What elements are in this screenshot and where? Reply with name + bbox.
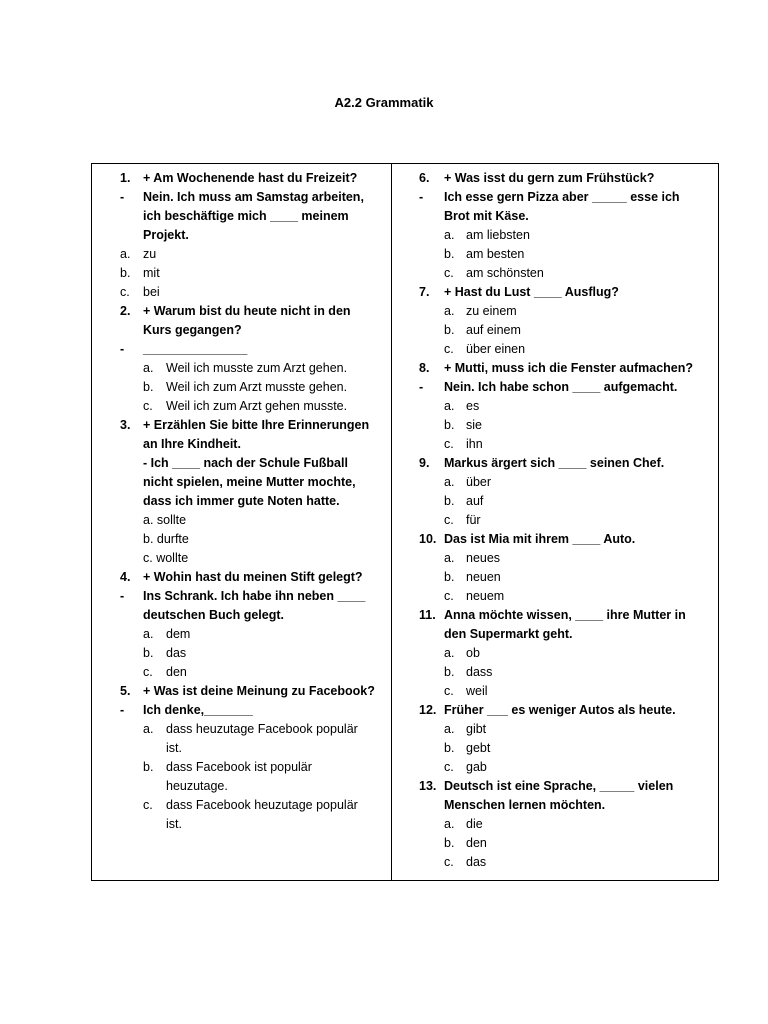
line-text: Weil ich musste zum Arzt gehen. [166, 361, 348, 375]
line-marker: c. [444, 855, 454, 869]
line-marker: - [419, 190, 424, 204]
line-text: an Ihre Kindheit. [143, 437, 241, 451]
line-text: - Ich ____ nach der Schule Fußball [143, 456, 348, 470]
line-text: neues [466, 551, 501, 565]
line-marker: - [120, 703, 125, 717]
line-text: dass ich immer gute Noten hatte. [143, 494, 340, 508]
line-text: + Was isst du gern zum Frühstück? [444, 171, 655, 185]
line-marker: 2. [120, 304, 131, 318]
line-text: + Warum bist du heute nicht in den [143, 304, 351, 318]
line-marker: b. [143, 380, 154, 394]
line-marker: c. [444, 589, 454, 603]
line-text: dass Facebook ist populär [166, 760, 312, 774]
line-text: Früher ___ es weniger Autos als heute. [444, 703, 676, 717]
line-text: über einen [466, 342, 526, 356]
line-text: Das ist Mia mit ihrem ____ Auto. [444, 532, 636, 546]
line-text: Kurs gegangen? [143, 323, 242, 337]
line-text: Nein. Ich muss am Samstag arbeiten, [143, 190, 364, 204]
line-marker: a. [120, 247, 131, 261]
line-text: dass [466, 665, 493, 679]
line-text: auf einem [466, 323, 521, 337]
line-marker: a. [444, 551, 455, 565]
line-marker: b. [444, 247, 455, 261]
line-marker: a. [444, 399, 455, 413]
line-marker: 3. [120, 418, 131, 432]
line-marker: a. [444, 817, 455, 831]
line-text: gebt [466, 741, 491, 755]
line-marker: b. [444, 665, 455, 679]
line-text: neuen [466, 570, 501, 584]
line-marker: - [120, 190, 125, 204]
line-text: ist. [166, 741, 182, 755]
exercise-table [91, 163, 719, 881]
line-text: dem [166, 627, 191, 641]
line-marker: a. [444, 722, 455, 736]
line-text: den Supermarkt geht. [444, 627, 573, 641]
line-text: am liebsten [466, 228, 530, 242]
line-marker: 13. [419, 779, 437, 793]
line-text: _______________ [143, 342, 248, 356]
line-marker: b. [444, 741, 455, 755]
line-text: am besten [466, 247, 525, 261]
line-marker: 6. [419, 171, 430, 185]
line-marker: b. [120, 266, 131, 280]
line-marker: 7. [419, 285, 430, 299]
line-text: Ich denke,_______ [143, 703, 253, 717]
line-text: + Hast du Lust ____ Ausflug? [444, 285, 619, 299]
line-marker: b. [444, 570, 455, 584]
line-marker: a. [444, 304, 455, 318]
line-text: Projekt. [143, 228, 189, 242]
line-marker: 12. [419, 703, 437, 717]
line-marker: c. [143, 798, 153, 812]
line-marker: - [120, 589, 125, 603]
line-marker: 10. [419, 532, 437, 546]
page-title: A2.2 Grammatik [334, 95, 434, 110]
line-text: Weil ich zum Arzt musste gehen. [166, 380, 348, 394]
line-text: + Was ist deine Meinung zu Facebook? [143, 684, 375, 698]
line-marker: - [419, 380, 424, 394]
line-marker: a. [143, 627, 154, 641]
line-text: nicht spielen, meine Mutter mochte, [143, 475, 356, 489]
line-text: dass Facebook heuzutage populär [166, 798, 358, 812]
line-marker: 4. [120, 570, 131, 584]
line-text: den [166, 665, 187, 679]
line-marker: a. [444, 646, 455, 660]
line-text: über [466, 475, 492, 489]
line-text: bei [143, 285, 160, 299]
line-text: gab [466, 760, 487, 774]
line-text: c. wollte [143, 551, 189, 565]
line-text: ihn [466, 437, 483, 451]
line-text: Ins Schrank. Ich habe ihn neben ____ [143, 589, 366, 603]
line-text: neuem [466, 589, 505, 603]
line-text: Weil ich zum Arzt gehen musste. [166, 399, 348, 413]
column-divider [391, 164, 392, 880]
line-marker: c. [444, 266, 454, 280]
line-text: weil [466, 684, 488, 698]
line-text: Deutsch ist eine Sprache, _____ vielen [444, 779, 674, 793]
line-marker: a. [444, 228, 455, 242]
line-text: + Am Wochenende hast du Freizeit? [143, 171, 358, 185]
line-text: zu [143, 247, 157, 261]
line-text: das [466, 855, 487, 869]
line-marker: c. [444, 513, 454, 527]
line-marker: 9. [419, 456, 430, 470]
line-text: Markus ärgert sich ____ seinen Chef. [444, 456, 665, 470]
line-text: Ich esse gern Pizza aber _____ esse ich [444, 190, 680, 204]
line-text: + Erzählen Sie bitte Ihre Erinnerungen [143, 418, 370, 432]
line-marker: 1. [120, 171, 131, 185]
line-text: die [466, 817, 483, 831]
line-marker: b. [143, 646, 154, 660]
line-marker: b. [143, 760, 154, 774]
line-marker: c. [444, 342, 454, 356]
line-text: mit [143, 266, 160, 280]
line-text: für [466, 513, 481, 527]
line-marker: 11. [419, 608, 436, 622]
line-text: a. sollte [143, 513, 187, 527]
line-marker: c. [444, 760, 454, 774]
line-marker: b. [444, 836, 455, 850]
line-marker: b. [444, 418, 455, 432]
line-marker: c. [143, 665, 153, 679]
line-text: den [466, 836, 487, 850]
line-text: sie [466, 418, 482, 432]
line-marker: c. [120, 285, 130, 299]
line-text: ob [466, 646, 480, 660]
line-text: Brot mit Käse. [444, 209, 529, 223]
line-marker: 5. [120, 684, 131, 698]
line-text: deutschen Buch gelegt. [143, 608, 284, 622]
line-text: Anna möchte wissen, ____ ihre Mutter in [444, 608, 686, 622]
line-marker: - [120, 342, 125, 356]
line-marker: 8. [419, 361, 430, 375]
line-text: gibt [466, 722, 487, 736]
line-text: dass heuzutage Facebook populär [166, 722, 358, 736]
line-marker: a. [143, 722, 154, 736]
line-text: + Mutti, muss ich die Fenster aufmachen? [444, 361, 694, 375]
line-marker: c. [444, 437, 454, 451]
line-text: b. durfte [143, 532, 189, 546]
line-text: ich beschäftige mich ____ meinem [143, 209, 349, 223]
line-marker: a. [143, 361, 154, 375]
line-text: zu einem [466, 304, 517, 318]
line-text: am schönsten [466, 266, 544, 280]
line-marker: c. [143, 399, 153, 413]
line-text: + Wohin hast du meinen Stift gelegt? [143, 570, 363, 584]
line-text: auf [466, 494, 484, 508]
line-text: es [466, 399, 480, 413]
line-marker: b. [444, 323, 455, 337]
line-text: ist. [166, 817, 182, 831]
line-marker: c. [444, 684, 454, 698]
line-text: heuzutage. [166, 779, 228, 793]
line-marker: b. [444, 494, 455, 508]
line-text: Menschen lernen möchten. [444, 798, 606, 812]
line-text: Nein. Ich habe schon ____ aufgemacht. [444, 380, 678, 394]
line-text: das [166, 646, 187, 660]
line-marker: a. [444, 475, 455, 489]
